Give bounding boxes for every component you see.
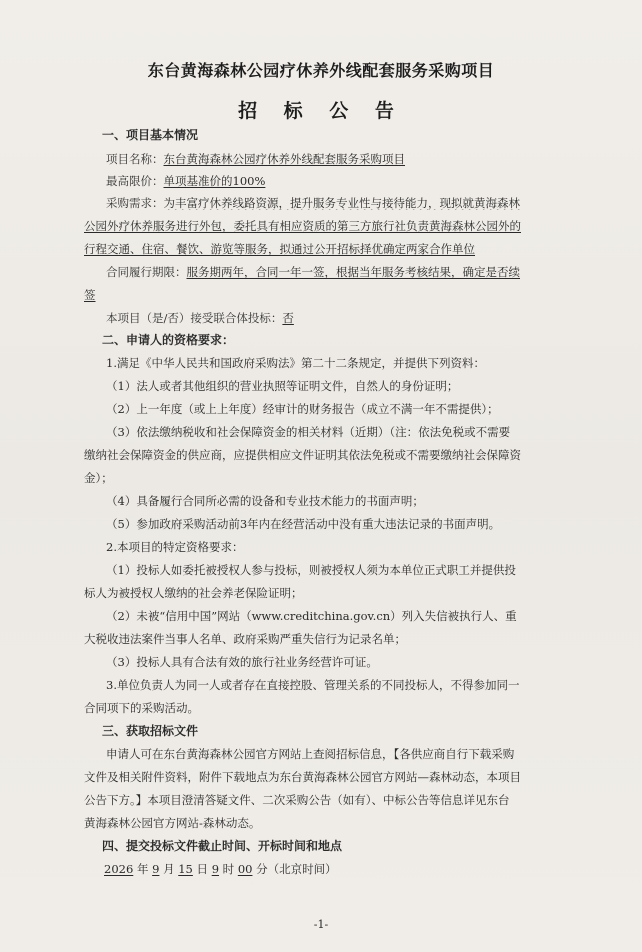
consortium-label: 本项目（是/否）接受联合体投标： bbox=[106, 311, 283, 325]
deadline-year-unit: 年 bbox=[136, 862, 149, 876]
req-1-item-4: （4）具备履行合同所必需的设备和专业技术能力的书面声明； bbox=[106, 494, 424, 508]
req-3a: 3.单位负责人为同一人或者存在直接控股、管理关系的不同投标人，不得参加同一 bbox=[106, 678, 520, 692]
obtain-docs-2: 文件及相关附件资料，附件下载地点为东台黄海森林公园官方网站—森林动态，本项目 bbox=[84, 770, 521, 784]
section1-heading: 一、项目基本情况 bbox=[102, 128, 199, 142]
max-price-value: 单项基准价的100% bbox=[163, 174, 266, 188]
demand-line-2: 公园外疗休养服务进行外包，委托具有相应资质的第三方旅行社负责黄海森林公园外的 bbox=[84, 219, 521, 233]
req-1-item-3c: 金）； bbox=[84, 471, 113, 485]
max-price-label: 最高限价： bbox=[106, 174, 164, 188]
contract-term-text-2: 签 bbox=[84, 288, 96, 302]
demand-line-1 bbox=[106, 196, 594, 210]
req-1-item-2: （2）上一年度（或上上年度）经审计的财务报告（成立不满一年不需提供）； bbox=[106, 402, 499, 416]
max-price-line bbox=[106, 174, 616, 188]
section2-heading: 二、申请人的资格要求： bbox=[102, 333, 235, 347]
req-2-item-1a: （1）投标人如委托被授权人参与投标，则被授权人须为本单位正式职工并提供投 bbox=[106, 563, 516, 577]
req-2: 2.本项目的特定资格要求： bbox=[106, 540, 244, 554]
deadline-hour-unit: 时 bbox=[222, 862, 235, 876]
req-3b: 合同项下的采购活动。 bbox=[84, 701, 199, 715]
deadline-day: 15 bbox=[178, 862, 193, 876]
consortium-value: 否 bbox=[282, 311, 294, 325]
section3-heading: 三、获取招标文件 bbox=[102, 724, 199, 738]
deadline-minute: 00 bbox=[237, 862, 253, 876]
demand-line-3: 行程交通、住宿、餐饮、游览等服务，拟通过公开招标择优确定两家合作单位 bbox=[84, 242, 475, 256]
document-title: 东台黄海森林公园疗休养外线配套服务采购项目 bbox=[147, 61, 495, 80]
obtain-docs-4: 黄海森林公园官方网站-森林动态。 bbox=[84, 816, 261, 830]
deadline-hour: 9 bbox=[211, 862, 220, 876]
project-name-label: 项目名称： bbox=[106, 152, 164, 166]
req-2-item-3: （3）投标人具有合法有效的旅行社业务经营许可证。 bbox=[106, 655, 378, 669]
contract-term-label: 合同履行期限： bbox=[106, 265, 187, 279]
deadline-minute-unit: 分（北京时间） bbox=[256, 862, 337, 876]
demand-label: 采购需求： bbox=[106, 196, 164, 210]
deadline-day-unit: 日 bbox=[196, 862, 209, 876]
obtain-docs-1: 申请人可在东台黄海森林公园官方网站上查阅招标信息，【各供应商自行下载采购 bbox=[106, 747, 515, 761]
req-1-item-3a: （3）依法缴纳税收和社会保障资金的相关材料（近期）（注：依法免税或不需要 bbox=[106, 425, 511, 439]
deadline-line bbox=[104, 862, 614, 876]
deadline-month: 9 bbox=[152, 862, 160, 876]
deadline-year: 2026 bbox=[104, 862, 134, 876]
consortium-line bbox=[106, 311, 616, 325]
announcement-heading: 招 标 公 告 bbox=[238, 100, 404, 122]
project-name-line bbox=[106, 152, 616, 166]
section4-heading: 四、提交投标文件截止时间、开标时间和地点 bbox=[102, 839, 343, 853]
contract-term-line bbox=[106, 265, 594, 279]
project-name-value: 东台黄海森林公园疗休养外线配套服务采购项目 bbox=[163, 152, 405, 166]
req-1-item-3b: 缴纳社会保障资金的供应商，应提供相应文件证明其依法免税或不需要缴纳社会保障资 bbox=[84, 448, 521, 462]
demand-text-1: 为丰富疗休养线路资源，提升服务专业性与接待能力，现拟就黄海森林 bbox=[163, 196, 520, 210]
req-1-item-5: （5）参加政府采购活动前3年内在经营活动中没有重大违法记录的书面声明。 bbox=[106, 517, 501, 531]
req-2-item-1b: 标人为被授权人缴纳的社会养老保险证明； bbox=[84, 586, 303, 600]
req-2-item-2b: 大税收违法案件当事人名单、政府采购严重失信行为记录名单； bbox=[84, 632, 406, 646]
req-1: 1.满足《中华人民共和国政府采购法》第二十二条规定，并提供下列资料： bbox=[106, 356, 485, 370]
deadline-month-unit: 月 bbox=[163, 862, 175, 876]
req-2-item-2a: （2）未被“信用中国”网站（www.creditchina.gov.cn）列入失信被执行人、重 bbox=[106, 609, 517, 623]
page-number: -1- bbox=[313, 918, 329, 931]
req-1-item-1: （1）法人或者其他组织的营业执照等证明文件，自然人的身份证明； bbox=[106, 379, 459, 393]
contract-term-text-1: 服务期两年，合同一年一签，根据当年服务考核结果，确定是否续 bbox=[186, 265, 520, 279]
obtain-docs-3: 公告下方。】本项目澄清答疑文件、二次采购公告（如有）、中标公告等信息详见东台 bbox=[84, 793, 510, 807]
